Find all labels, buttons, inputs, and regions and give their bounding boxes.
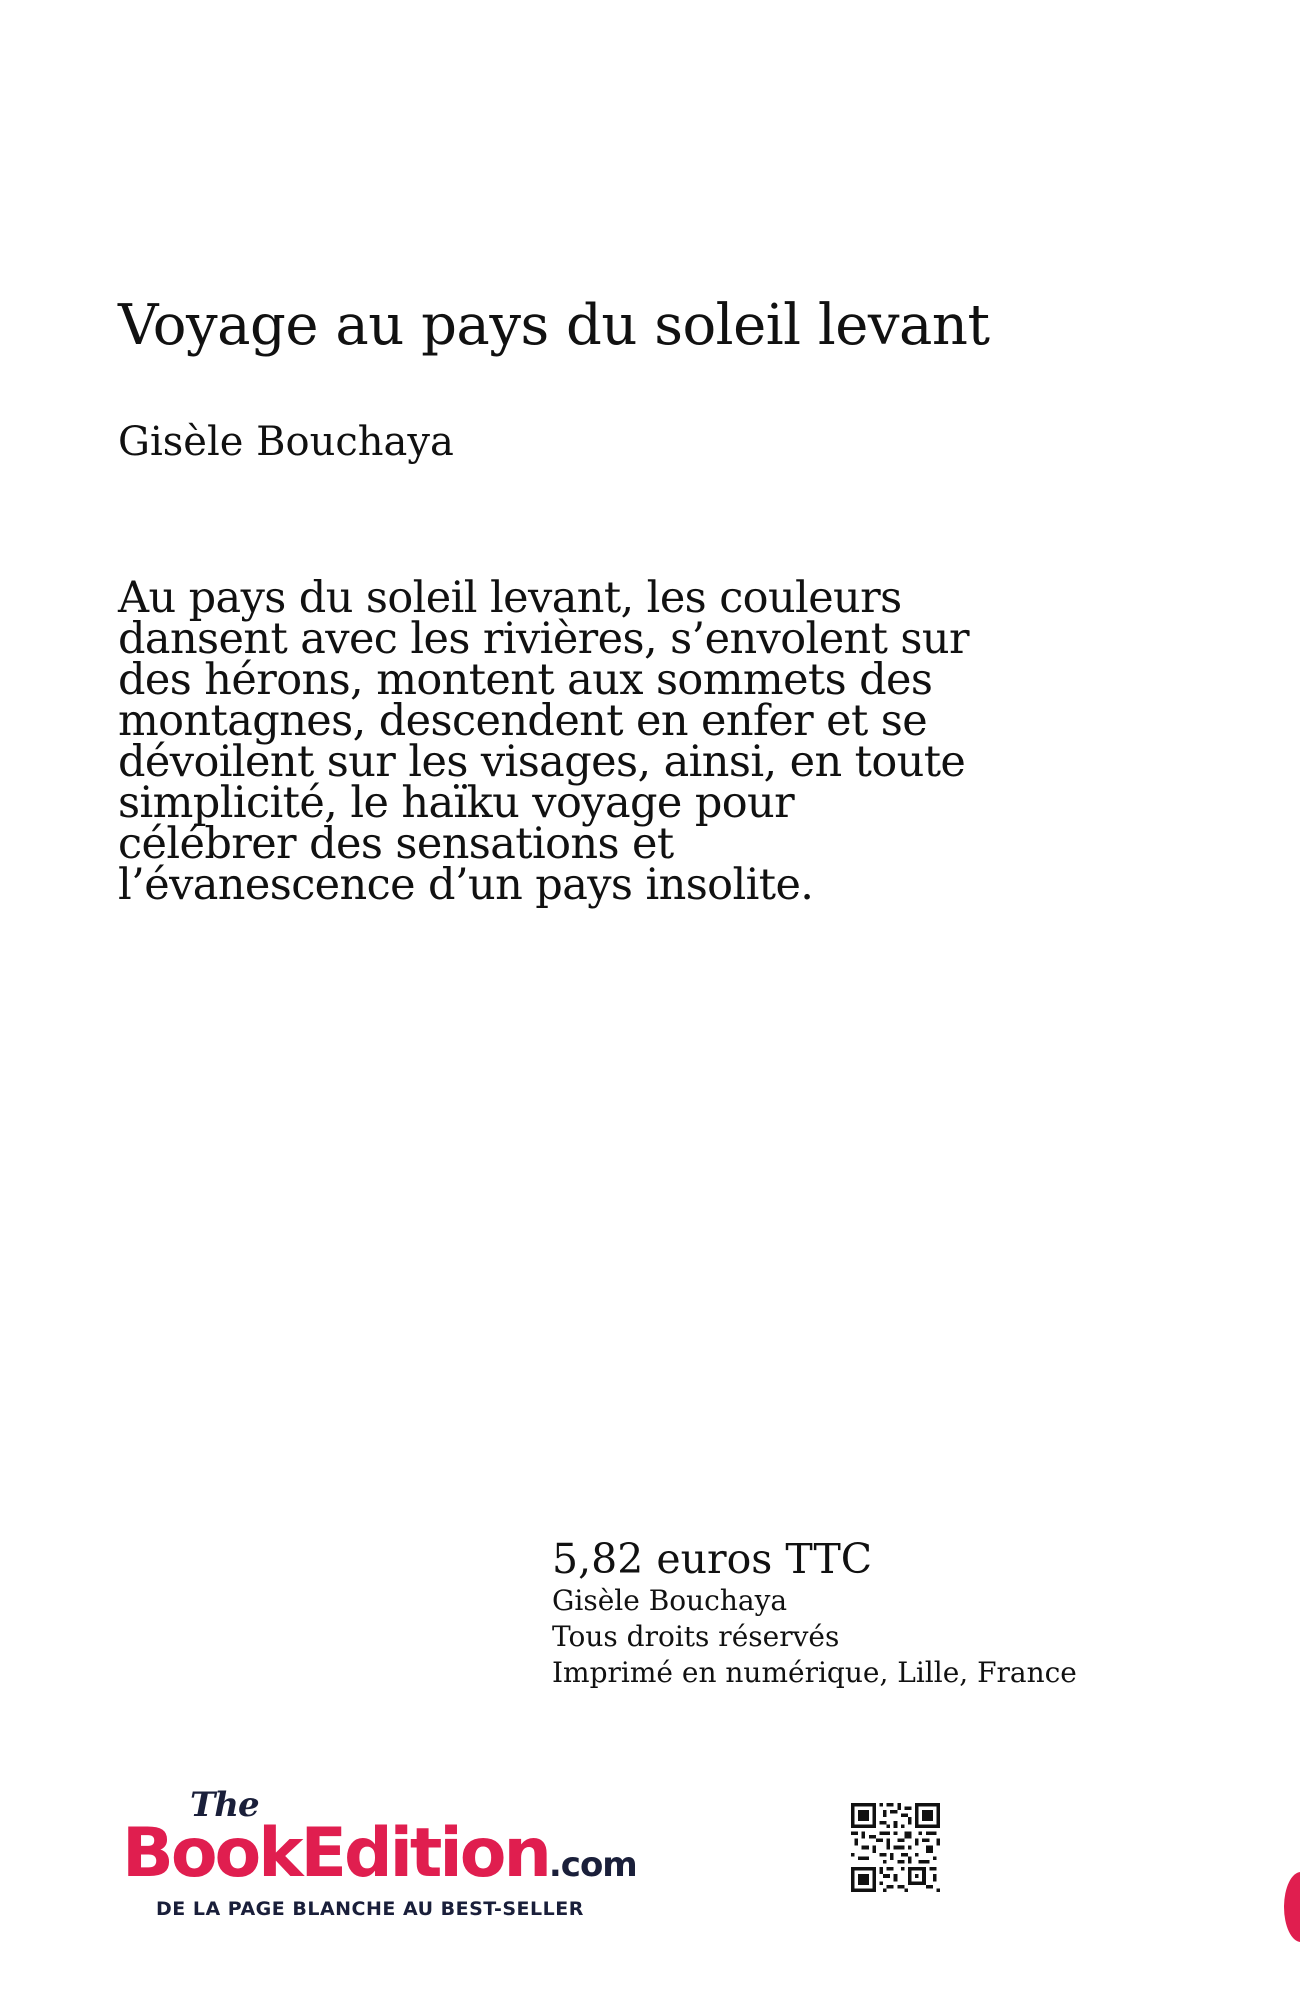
price: 5,82 euros TTC xyxy=(552,1535,873,1583)
logo-wordmark xyxy=(122,1814,637,1901)
book-title: Voyage au pays du soleil levant xyxy=(118,293,990,358)
imprint-printed: Imprimé en numérique, Lille, France xyxy=(552,1656,1077,1689)
qr-code-icon xyxy=(851,1803,940,1892)
publisher-logo xyxy=(122,1785,722,1928)
logo-the: The xyxy=(190,1785,259,1825)
logo-domain: .com xyxy=(548,1845,637,1885)
book-blurb: Au pays du soleil levant, les couleurs dansent avec les rivières, s’envolent sur des hérons, montent aux sommets des montagnes, descendent en enfer et se dévoilent sur les visages, ainsi, en toute simplicité, le haïku voyage pour célébrer des sensations et l’évanescence d’un pays insolite. xyxy=(118,573,969,910)
logo-name: BookEdition xyxy=(122,1814,549,1893)
edge-mark xyxy=(1284,1872,1300,1942)
logo-tagline: DE LA PAGE BLANCHE AU BEST-SELLER xyxy=(156,1898,584,1920)
book-author: Gisèle Bouchaya xyxy=(118,419,454,465)
imprint-author: Gisèle Bouchaya xyxy=(552,1584,788,1617)
imprint-rights: Tous droits réservés xyxy=(552,1620,840,1653)
imprint-block xyxy=(552,1535,1152,1691)
